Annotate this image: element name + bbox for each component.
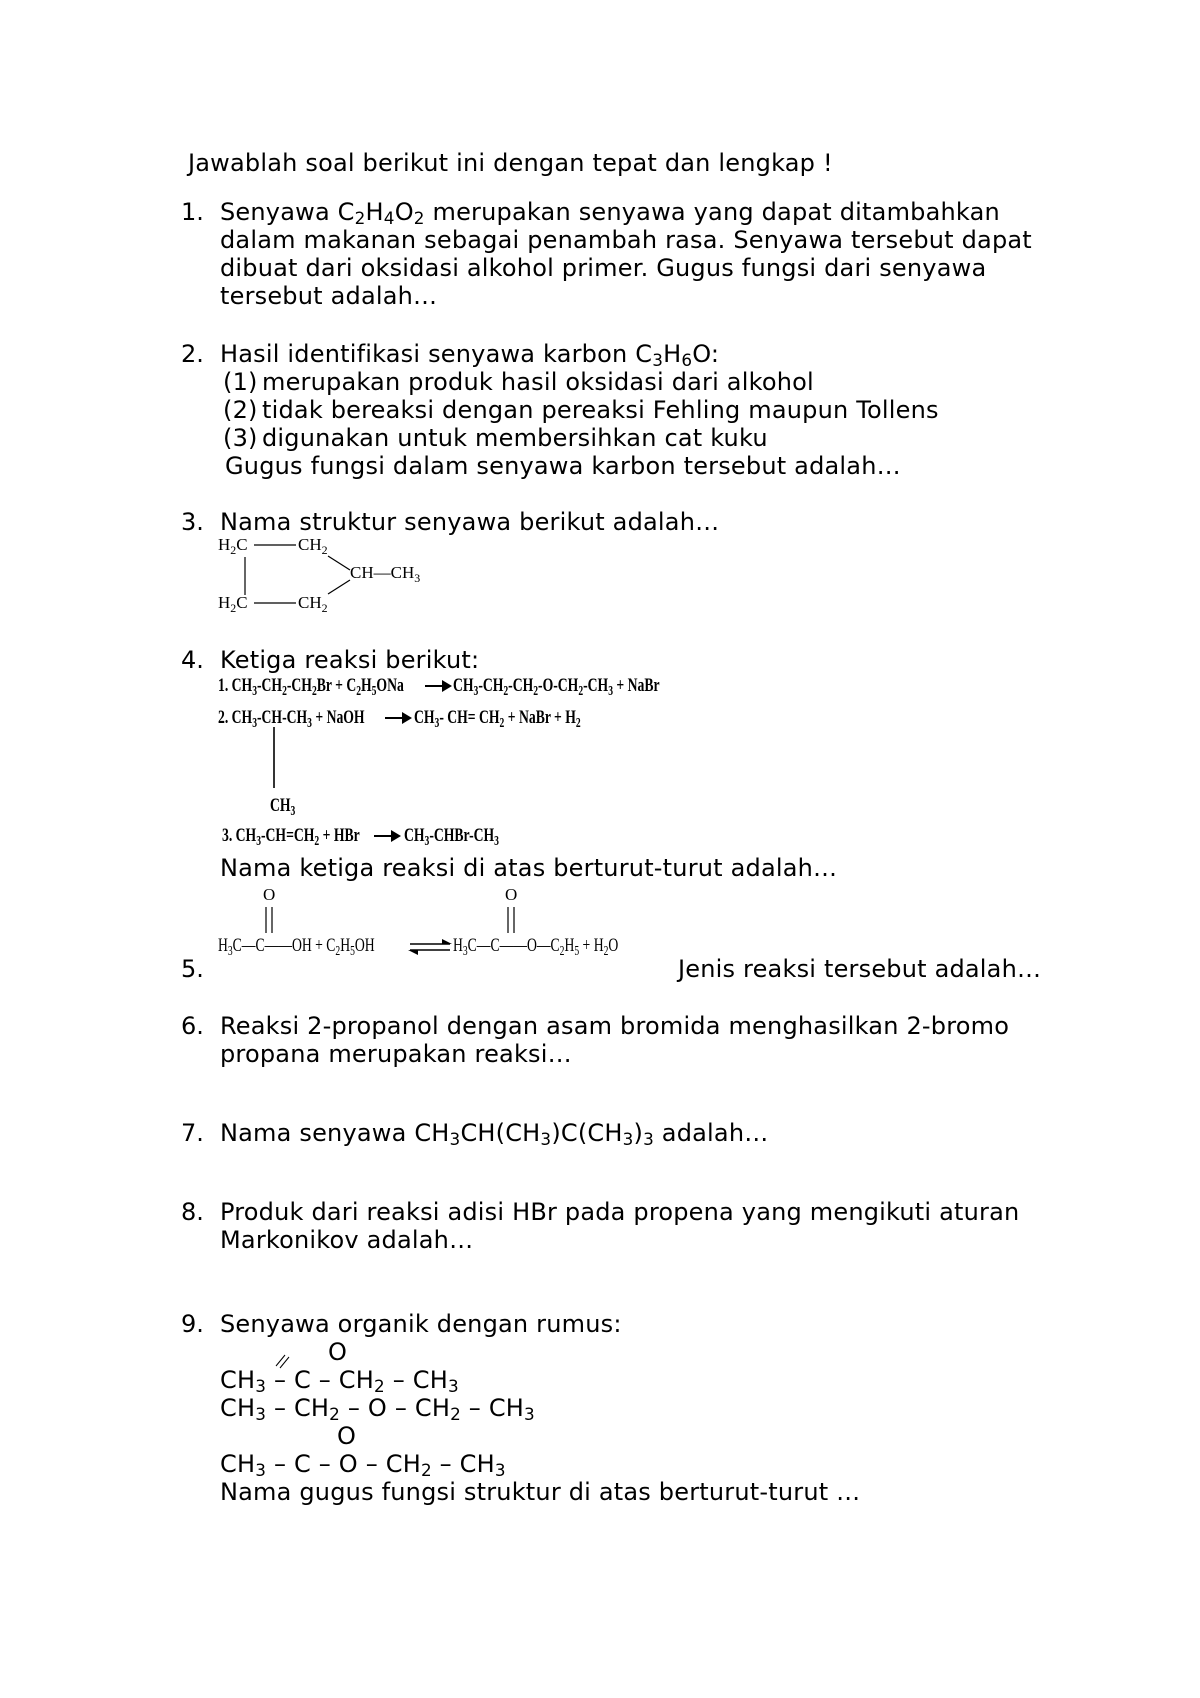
question-number-4: 4. <box>181 646 204 674</box>
q5-oxygen-right: O <box>505 885 518 904</box>
text-segment: CH <box>220 1450 256 1478</box>
text-segment: + NaBr + H <box>504 707 576 728</box>
q1-line-4: tersebut adalah… <box>220 282 438 310</box>
text-segment: – C – CH <box>266 1366 374 1394</box>
subscript: 2 <box>356 683 361 698</box>
q2-item-1-text: merupakan produk hasil oksidasi dari alkohol <box>262 368 814 396</box>
question-number-8: 8. <box>181 1198 204 1226</box>
subscript: 2 <box>374 1376 385 1396</box>
subscript: 2 <box>503 683 509 698</box>
text-segment: C—C——O—C <box>467 935 560 956</box>
text-segment: -CH-CH <box>256 707 308 728</box>
text-segment: -O-CH <box>538 675 579 696</box>
subscript: 3 <box>255 1404 267 1424</box>
q4-line-1: Ketiga reaksi berikut: <box>220 646 480 674</box>
text-segment: CH <box>453 675 474 696</box>
text-segment: CH <box>220 1366 256 1394</box>
text-segment: merupakan senyawa yang dapat ditambahkan <box>424 198 1000 226</box>
subscript: 2 <box>230 601 237 615</box>
subscript: 2 <box>314 833 320 848</box>
q1-line-3: dibuat dari oksidasi alkohol primer. Gugus fungsi dari senyawa <box>220 254 987 282</box>
text-segment: -CH <box>508 675 534 696</box>
text-segment: Senyawa C <box>220 198 355 226</box>
subscript: 3 <box>414 571 421 585</box>
subscript: 3 <box>434 715 440 730</box>
q9-formula-3 <box>220 1450 506 1478</box>
q2-item-2-text: tidak bereaksi dengan pereaksi Fehling maupun Tollens <box>262 396 939 424</box>
question-number-5: 5. <box>181 955 204 983</box>
text-segment: – CH <box>266 1394 330 1422</box>
text-segment: C <box>236 535 248 554</box>
text-segment: – O – CH <box>340 1394 451 1422</box>
subscript: 2 <box>413 208 425 228</box>
q8-line-2: Markonikov adalah… <box>220 1226 474 1254</box>
text-segment: O <box>394 198 414 226</box>
text-segment: CH <box>414 707 435 728</box>
text-segment: – CH <box>431 1450 495 1478</box>
question-number-9: 9. <box>181 1310 204 1338</box>
subscript: 6 <box>681 350 693 370</box>
text-segment: adalah… <box>653 1119 769 1147</box>
subscript: 3 <box>473 683 479 698</box>
subscript: 2 <box>354 208 366 228</box>
q6-line-1: Reaksi 2-propanol dengan asam bromida menghasilkan 2-bromo <box>220 1012 1010 1040</box>
question-number-1: 1. <box>181 198 204 226</box>
subscript: 2 <box>329 1404 341 1424</box>
text-segment: + H <box>579 935 604 956</box>
text-segment: – C – O – CH <box>266 1450 421 1478</box>
text-segment: O: <box>692 340 720 368</box>
text-segment: CH—CH <box>350 563 415 582</box>
subscript: 3 <box>447 1376 459 1396</box>
text-segment: Nama senyawa CH <box>220 1119 450 1147</box>
subscript: 2 <box>321 543 328 557</box>
text-segment: 1. CH <box>218 675 253 696</box>
q2-item-1-marker: (1) <box>223 368 258 396</box>
subscript: 2 <box>311 683 317 698</box>
subscript: 5 <box>350 943 355 958</box>
question-number-3: 3. <box>181 508 204 536</box>
question-number-6: 6. <box>181 1012 204 1040</box>
q3-line-1: Nama struktur senyawa berikut adalah… <box>220 508 720 536</box>
subscript: 3 <box>307 715 312 730</box>
q5-question: Jenis reaksi tersebut adalah… <box>678 955 1042 983</box>
text-segment: CH <box>270 795 291 816</box>
text-segment: - CH= CH <box>439 707 500 728</box>
subscript: 3 <box>652 350 664 370</box>
subscript: 3 <box>252 715 257 730</box>
text-segment: H <box>218 935 228 956</box>
text-segment: -CHBr-CH <box>429 825 495 846</box>
text-segment: H <box>218 593 231 612</box>
q2-closing: Gugus fungsi dalam senyawa karbon tersebut adalah… <box>225 452 901 480</box>
subscript: 2 <box>450 1404 461 1424</box>
text-segment: – CH <box>384 1366 448 1394</box>
subscript: 2 <box>603 943 609 958</box>
subscript: 3 <box>524 1404 535 1424</box>
question-number-2: 2. <box>181 340 204 368</box>
text-segment: + NaOH <box>311 707 365 728</box>
text-segment: Hasil identifikasi senyawa karbon C <box>220 340 653 368</box>
text-segment: CH <box>220 1394 256 1422</box>
text-segment: O <box>608 935 619 956</box>
text-segment: H <box>564 935 575 956</box>
text-segment: + NaBr <box>612 675 660 696</box>
text-segment: H <box>218 535 231 554</box>
text-segment: H <box>340 935 351 956</box>
subscript: 2 <box>499 715 505 730</box>
q9-formula-2 <box>220 1394 535 1422</box>
subscript: 3 <box>494 833 499 848</box>
subscript: 2 <box>559 943 565 958</box>
subscript: 3 <box>424 833 430 848</box>
text-segment: H <box>453 935 463 956</box>
q6-line-2: propana merupakan reaksi… <box>220 1040 572 1068</box>
text-segment: OH <box>354 935 375 956</box>
subscript: 4 <box>383 208 395 228</box>
subscript: 2 <box>282 683 287 698</box>
question-number-7: 7. <box>181 1119 204 1147</box>
text-segment: CH <box>298 535 322 554</box>
subscript: 2 <box>575 715 581 730</box>
subscript: 3 <box>290 803 296 818</box>
q4-closing: Nama ketiga reaksi di atas berturut-turut adalah… <box>220 854 838 882</box>
q9-closing: Nama gugus fungsi struktur di atas berturut-turut … <box>220 1478 861 1506</box>
text-segment: + HBr <box>319 825 360 846</box>
subscript: 2 <box>230 543 237 557</box>
subscript: 3 <box>227 943 233 958</box>
text-segment: -CH <box>478 675 504 696</box>
text-segment: H <box>663 340 682 368</box>
text-segment: H <box>360 675 372 696</box>
subscript: 3 <box>643 1129 654 1149</box>
q8-line-1: Produk dari reaksi adisi HBr pada propena yang mengikuti aturan <box>220 1198 1020 1226</box>
text-segment: H <box>365 198 384 226</box>
subscript: 3 <box>494 1460 506 1480</box>
text-segment: -CH <box>286 675 312 696</box>
subscript: 3 <box>449 1129 461 1149</box>
q9-oxygen-2: O <box>337 1422 357 1450</box>
text-segment: ) <box>633 1119 644 1147</box>
text-segment: -CH <box>583 675 609 696</box>
subscript: 2 <box>335 943 341 958</box>
instruction: Jawablah soal berikut ini dengan tepat dan lengkap ! <box>188 149 833 177</box>
text-segment: 3. CH <box>222 825 257 846</box>
subscript: 5 <box>371 683 377 698</box>
q9-oxygen-1: O <box>328 1338 348 1366</box>
text-segment: CH(CH <box>460 1119 541 1147</box>
q2-item-2-marker: (2) <box>223 396 258 424</box>
q1-line-2: dalam makanan sebagai penambah rasa. Senyawa tersebut dapat <box>220 226 1032 254</box>
q2-item-3-marker: (3) <box>223 424 258 452</box>
text-segment: – CH <box>460 1394 525 1422</box>
text-segment: 2. CH <box>218 707 253 728</box>
q5-oxygen-left: O <box>263 885 276 904</box>
subscript: 2 <box>533 683 539 698</box>
text-segment: -CH <box>256 675 283 696</box>
text-segment: -CH=CH <box>260 825 315 846</box>
text-segment: CH <box>404 825 425 846</box>
subscript: 3 <box>252 683 257 698</box>
subscript: 2 <box>420 1460 432 1480</box>
text-segment: ONa <box>376 675 404 696</box>
text-segment: C <box>236 593 248 612</box>
subscript: 3 <box>608 683 613 698</box>
text-segment: Br + C <box>316 675 357 696</box>
text-segment: CH <box>298 593 322 612</box>
subscript: 3 <box>255 1460 267 1480</box>
subscript: 3 <box>622 1129 634 1149</box>
subscript: 3 <box>462 943 468 958</box>
subscript: 2 <box>578 683 584 698</box>
text-segment: C—C——OH + C <box>232 935 336 956</box>
q2-item-3-text: digunakan untuk membersihkan cat kuku <box>262 424 768 452</box>
text-segment: )C(CH <box>551 1119 623 1147</box>
subscript: 3 <box>540 1129 552 1149</box>
q9-formula-1 <box>220 1366 459 1394</box>
q9-line-1: Senyawa organik dengan rumus: <box>220 1310 622 1338</box>
subscript: 3 <box>256 833 261 848</box>
subscript: 2 <box>321 601 328 615</box>
subscript: 3 <box>255 1376 267 1396</box>
subscript: 5 <box>574 943 580 958</box>
